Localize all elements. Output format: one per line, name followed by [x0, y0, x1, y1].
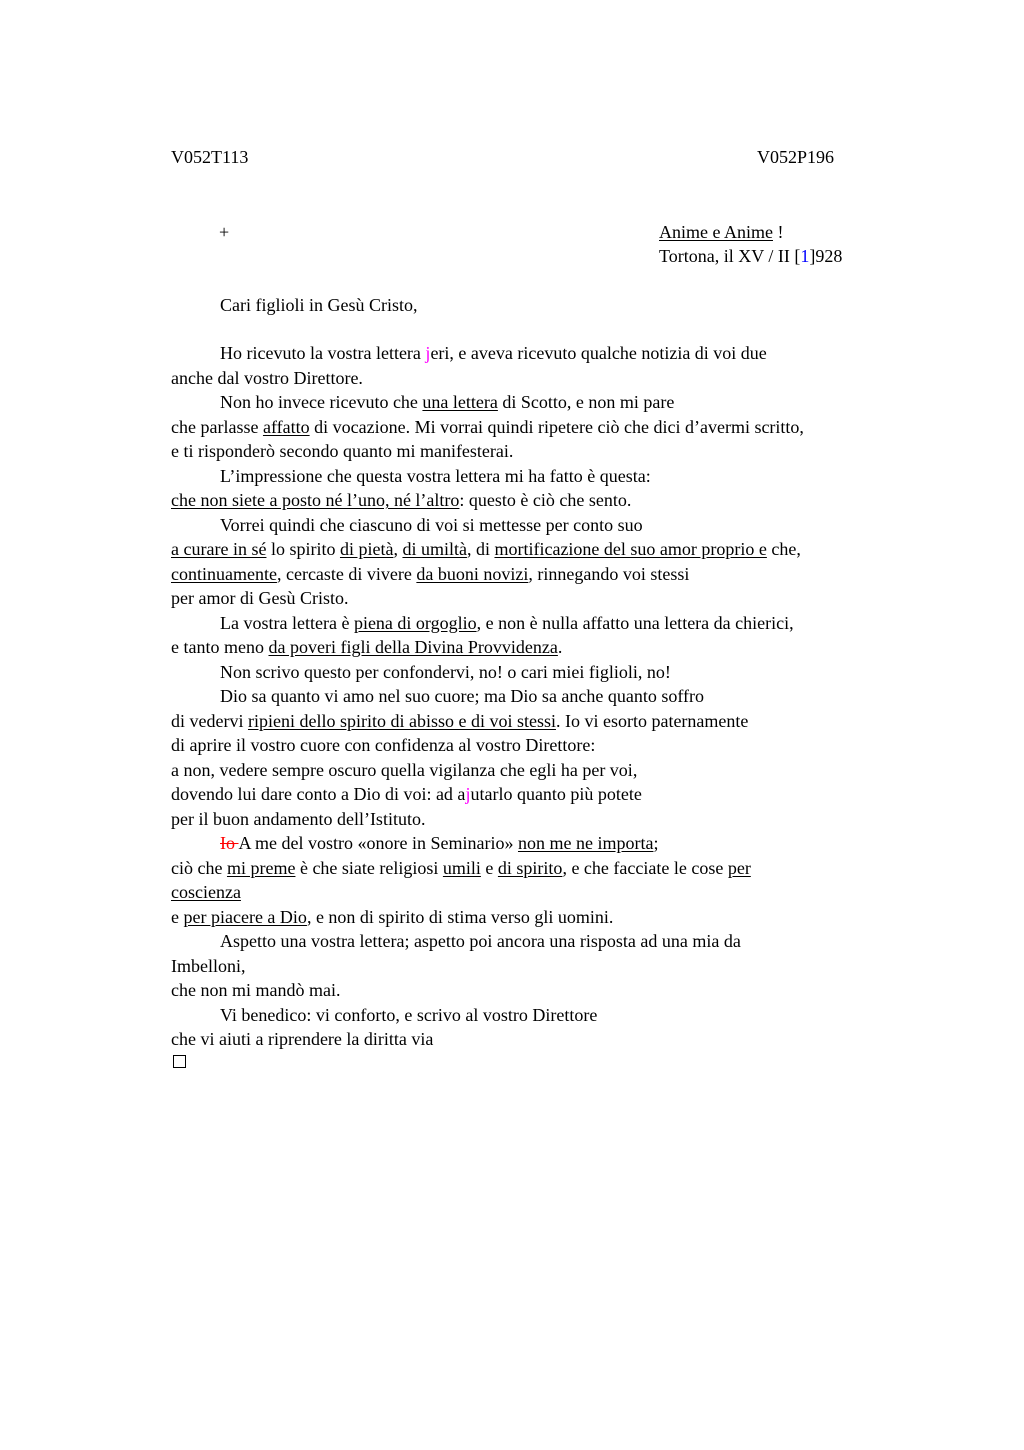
text-run: Non scrivo questo per confondervi, no! o cari miei figlioli, no! — [220, 661, 671, 682]
text-line — [171, 978, 911, 1003]
text-line — [171, 611, 911, 636]
text-line — [171, 586, 911, 611]
text-line — [171, 905, 911, 930]
text-run: Vi benedico: vi conforto, e scrivo al vostro Direttore — [220, 1004, 598, 1025]
text-line — [171, 709, 911, 734]
archive-code-right: V052P196 — [757, 147, 835, 167]
text-run: , cercaste di vivere — [276, 563, 417, 584]
text-run: Vorrei quindi che ciascuno di voi si mettesse per conto suo — [220, 514, 643, 535]
text-run: che, — [766, 539, 801, 559]
text-line — [171, 782, 911, 807]
deleted-text: Io — [220, 833, 239, 853]
underlined-text: per piacere a Dio — [183, 906, 307, 927]
empty-square-icon — [173, 1055, 186, 1068]
text-run: . — [557, 637, 563, 657]
text-line — [171, 954, 911, 979]
text-run: e tanto meno — [171, 637, 269, 657]
underlined-text: di umiltà — [402, 539, 467, 559]
underlined-text: affatto — [262, 416, 310, 437]
text-run: e — [171, 906, 184, 927]
text-run: e — [480, 857, 498, 878]
underlined-text: da poveri figli della Divina Provvidenza — [268, 637, 558, 657]
text-line — [171, 684, 911, 709]
text-run: che vi aiuti a riprendere la diritta via — [171, 1029, 434, 1049]
text-line — [171, 488, 911, 513]
text-run: di aprire il vostro cuore con confidenza al vostro Direttore: — [171, 735, 596, 755]
text-line — [171, 1003, 911, 1028]
place-date-insert: 1 — [800, 246, 810, 266]
underlined-text: coscienza — [171, 882, 241, 902]
text-run: : questo è ciò che sento. — [459, 490, 632, 510]
text-run: che non mi mandò mai. — [171, 980, 341, 1000]
text-line — [171, 537, 911, 562]
text-run: Aspetto una vostra lettera; aspetto poi ancora una risposta ad una mia da — [220, 931, 741, 951]
text-run: e ti risponderò secondo quanto mi manifesterai. — [171, 441, 514, 461]
underlined-text: una lettera — [422, 392, 498, 412]
text-run: eri, e aveva ricevuto qualche notizia di voi due — [430, 343, 767, 363]
corrected-letter: j — [425, 343, 431, 363]
text-line — [171, 880, 911, 905]
text-line — [171, 415, 911, 440]
text-line — [171, 366, 911, 391]
text-line — [171, 831, 911, 856]
text-run: per amor di Gesù Cristo. — [171, 588, 349, 608]
underlined-text: che non siete a posto né l’uno, né l’altro — [171, 490, 460, 510]
text-line — [171, 929, 911, 954]
text-run: , rinnegando voi stessi — [528, 563, 690, 584]
text-line — [171, 1027, 911, 1052]
text-line — [171, 856, 911, 881]
text-run: , e non di spirito di stima verso gli uomini. — [306, 906, 614, 927]
text-run: utarlo quanto più potete — [470, 784, 642, 804]
archive-code-left: V052T113 — [171, 147, 249, 167]
place-date-start: Tortona, il XV / II [ — [659, 246, 801, 266]
text-run: La vostra lettera è — [220, 612, 354, 633]
underlined-text: mortificazione del suo amor proprio e — [494, 539, 767, 559]
place-date — [659, 244, 842, 269]
text-run: di Scotto, e non mi pare — [497, 392, 675, 412]
underlined-text: di spirito — [497, 857, 563, 878]
text-run: ciò che — [171, 857, 227, 878]
text-line — [171, 758, 911, 783]
underlined-text: piena di orgoglio — [353, 612, 477, 633]
corrected-letter: j — [465, 784, 471, 804]
text-run: , e non è nulla affatto una lettera da chierici, — [476, 612, 794, 633]
text-run: che parlasse — [171, 416, 263, 437]
cross-mark: + — [219, 222, 230, 242]
text-line — [171, 439, 911, 464]
text-run: è che siate religiosi — [295, 857, 443, 878]
underlined-text: ripieni dello spirito di abisso e di voi stessi — [247, 710, 556, 731]
text-line — [171, 733, 911, 758]
text-run: , — [393, 539, 403, 559]
text-run: Imbelloni, — [171, 955, 246, 976]
underlined-text: per — [727, 857, 751, 878]
motto — [659, 220, 783, 245]
letter-body — [171, 341, 911, 1052]
text-run: dovendo lui dare conto a Dio di voi: ad a — [171, 784, 466, 804]
salutation: Cari figlioli in Gesù Cristo, — [220, 295, 418, 315]
text-line — [171, 513, 911, 538]
underlined-text: non me ne importa — [517, 833, 654, 853]
text-run: di vedervi — [171, 710, 248, 731]
text-run: di vocazione. Mi vorrai quindi ripetere ciò che dici d’avermi scritto, — [309, 416, 804, 437]
underlined-text: mi preme — [226, 857, 296, 878]
text-line — [171, 807, 911, 832]
place-date-end: ]928 — [809, 246, 843, 266]
text-run: lo spirito — [266, 539, 340, 559]
text-run: ; — [653, 833, 659, 853]
text-run: a non, vedere sempre oscuro quella vigilanza che egli ha per voi, — [171, 759, 638, 780]
text-run: per il buon andamento dell’Istituto. — [171, 808, 426, 829]
text-line — [171, 464, 911, 489]
underlined-text: da buoni novizi — [416, 563, 529, 584]
text-line — [171, 341, 911, 366]
underlined-text: di pietà — [339, 539, 394, 559]
text-line — [171, 660, 911, 685]
text-run: Non ho invece ricevuto che — [220, 392, 423, 412]
text-run: A me del vostro «onore in Seminario» — [238, 833, 518, 853]
text-run: , di — [466, 539, 495, 559]
text-line — [171, 635, 911, 660]
text-run: . Io vi esorto paternamente — [555, 710, 749, 731]
motto-exclamation: ! — [772, 222, 784, 242]
text-line — [171, 390, 911, 415]
text-run: Dio sa quanto vi amo nel suo cuore; ma Dio sa anche quanto soffro — [220, 686, 705, 706]
underlined-text: umili — [442, 857, 481, 878]
underlined-text: continuamente — [171, 563, 277, 584]
underlined-text: a curare in sé — [171, 539, 267, 559]
text-run: anche dal vostro Direttore. — [171, 367, 363, 388]
text-run: Ho ricevuto la vostra lettera — [220, 343, 426, 363]
text-run: , e che facciate le cose — [562, 857, 728, 878]
text-run: L’impressione che questa vostra lettera mi ha fatto è questa: — [220, 465, 651, 486]
text-line — [171, 562, 911, 587]
motto-text: Anime e Anime — [659, 222, 773, 242]
